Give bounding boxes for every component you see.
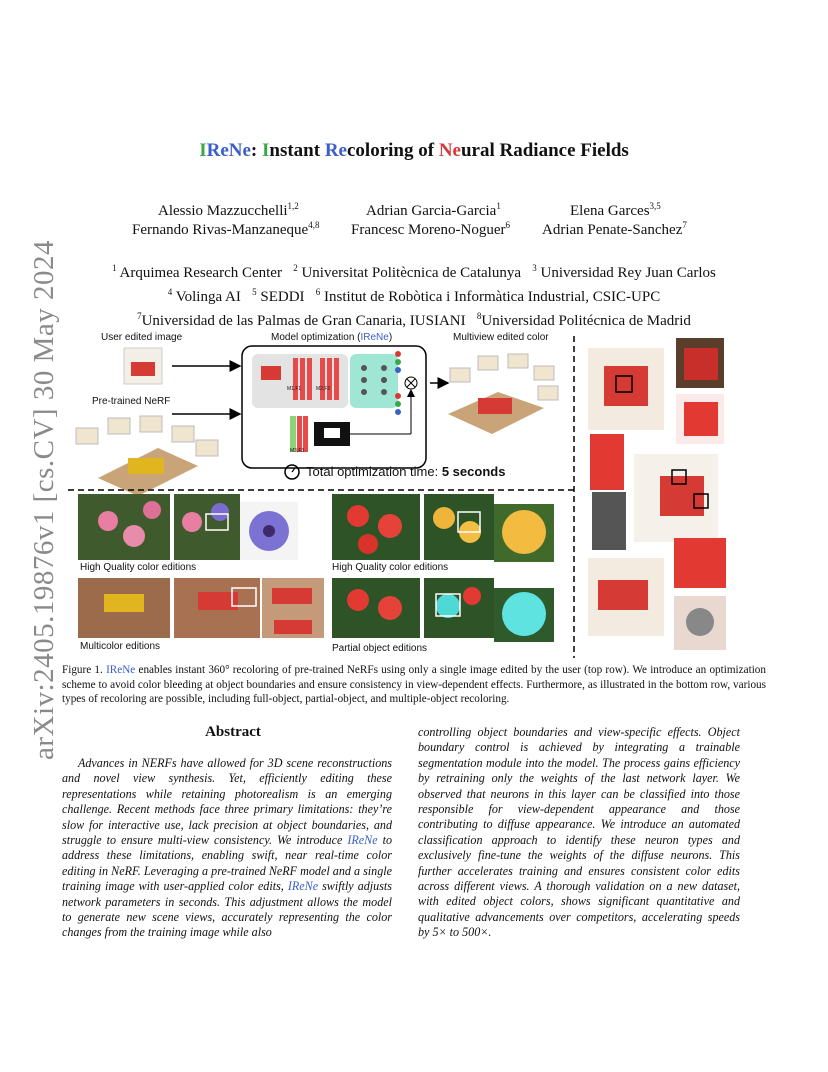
figure-graphics <box>68 326 770 658</box>
title-Ne-red: Ne <box>438 140 461 161</box>
camera-view-thumbnail <box>196 440 218 456</box>
author: Alessio Mazzucchelli$^{1,2}$ <box>158 201 299 219</box>
label-hq-2: High Quality color editions <box>332 562 449 573</box>
label-multiview: Multiview edited color <box>453 332 549 343</box>
label-multicolor: Multicolor editions <box>80 641 161 652</box>
title-ReNe-blue: ReNe <box>206 140 251 161</box>
camera-view-thumbnail <box>108 418 130 434</box>
affiliation-line-2: $^4$ Volinga AI $^5$ SEDDI $^6$ Institut de Robòtica i Informàtica Industrial, CSIC-UPC <box>167 287 661 305</box>
label-pretrained: Pre-trained NeRF <box>92 396 171 407</box>
label-m1: M1,F1 <box>287 386 302 392</box>
affiliation-line-1: $^1$ Arquimea Research Center $^2$ Universitat Politècnica de Catalunya $^3$ Universidad Rey Juan Carlos <box>112 263 716 281</box>
label-optimization-time: Total optimization time: 5 seconds <box>306 464 506 479</box>
classification-block <box>350 354 398 408</box>
zoom-crop-3 <box>590 434 624 490</box>
title-Re-blue: Re <box>324 140 347 161</box>
label-model-optimization: Model optimization (IReNe) <box>271 332 393 343</box>
camera-view-thumbnail <box>140 416 162 432</box>
zoom-crop-4 <box>592 492 626 550</box>
arxiv-identifier: arXiv:2405.19876v1 [cs.CV] 30 May 2024 <box>28 239 60 760</box>
label-partial: Partial object editions <box>332 643 428 654</box>
author: Adrian Garcia-Garcia$^1$ <box>366 201 501 219</box>
title-ural: ural Radiance Fields <box>460 140 629 161</box>
title-nstant: nstant <box>269 140 325 161</box>
zoom-crop-5 <box>674 538 726 588</box>
camera-view-thumbnail <box>172 426 194 442</box>
title-coloring: coloring of <box>346 140 439 161</box>
author: Adrian Penate-Sanchez$^7$ <box>542 220 687 238</box>
red-flower-photo <box>332 494 420 560</box>
author: Fernando Rivas-Manzaneque$^{4,8}$ <box>132 220 320 238</box>
camera-view-thumbnail <box>76 428 98 444</box>
author: Elena Garces$^{3,5}$ <box>570 201 661 219</box>
title-I-green: I <box>261 140 270 161</box>
title-colon: : <box>250 140 262 161</box>
yellow-excavator-icon <box>128 458 164 474</box>
author-list <box>0 201 828 239</box>
abstract-right-column: controlling object boundaries and view-specific effects. Object boundary control is achieved by integrating a trainable segmentation module into the model. The process gains efficiency by retraining only the weights of the last network layer. We observed that neurons in this layer can be classified into those responsible for view-dependent appearance and those contributing to diffuse appearance. We introduce an automated classification approach to identify these neuron types and exclusively fine-tune the weights of the diffuse neurons. This further accelerates training and ensures consistent color edits across different views. A thorough validation on a new dataset, with edited object colors, shows significant quantitative and qualitative advancements over competitors, accelerating speeds by 5× to 500×. <box>418 725 740 940</box>
label-hq-1: High Quality color editions <box>80 562 197 573</box>
teaser-figure <box>68 326 770 658</box>
label-user-edited: User edited image <box>101 332 183 343</box>
abstract-heading: Abstract <box>205 724 261 740</box>
yellow-flower-photo <box>424 494 494 560</box>
title-I: I <box>199 140 207 161</box>
paper-title <box>0 140 828 162</box>
red-flower-photo-2 <box>332 578 420 638</box>
segmentation-block <box>290 416 296 452</box>
label-m3: M3,F3 <box>290 448 305 454</box>
affiliations <box>0 259 828 331</box>
affiliation-line-3: $^7$Universidad de las Palmas de Gran Canaria, IUSIANI $^8$Universidad Politécnica de Madrid <box>137 311 691 329</box>
label-m2: M2,F2 <box>316 386 331 392</box>
abstract-left-column: Advances in NERFs have allowed for 3D scene reconstructions and novel view synthesis. Yet, efficiently editing these representations while retaining photorealism is an emerging challenge. Recent methods face three primary limitations: they’re slow for interactive use, lack precision at object boundaries, and struggle to ensure multi-view consistency. We introduce IReNe to address these limitations, enabling swift, near real-time color editing in NeRF. Leveraging a pre-trained NeRF model and a single training image with user-applied color edits, IReNe swiftly adjusts network parameters in seconds. This adjustment allows the model to generate new scene views, accurately representing the color changes from the training image while also <box>62 756 393 940</box>
red-excavator-icon <box>131 362 155 376</box>
figure-caption: Figure 1. IReNe enables instant 360° recoloring of pre-trained NeRFs using only a single image edited by the user (top row). We introduce an optimization scheme to avoid color bleeding at object boundaries and ensure consistency in view-dependent effects. Furthermore, as illustrated in the bottom row, various types of recoloring are possible, including full-object, partial-object, and multiple-object recoloring. <box>62 664 766 705</box>
author: Francesc Moreno-Noguer$^6$ <box>351 220 511 238</box>
red-excavator-icon <box>478 398 512 414</box>
